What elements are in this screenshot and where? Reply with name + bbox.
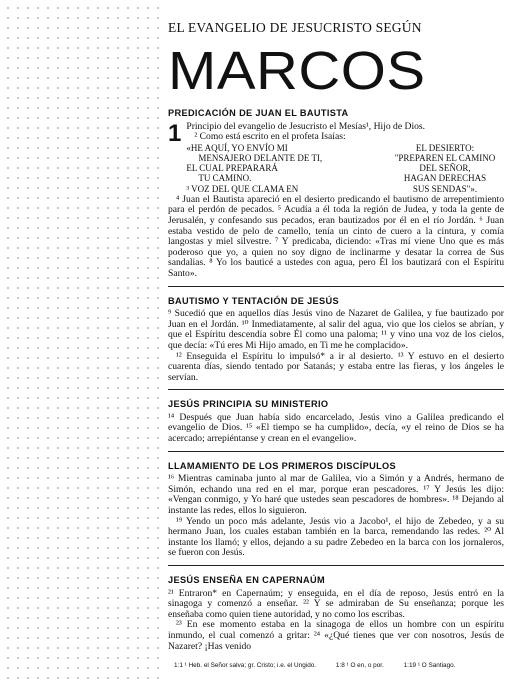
quote-right-column: EL DESIERTO: "PREPAREN EL CAMINO DEL SEÑOR, HAGAN DERECHAS SUS SENDAS"». — [394, 142, 496, 194]
verse-1: 1 Principio del evangelio de Jesucristo el Mesías¹, Hijo de Dios. — [168, 119, 426, 147]
scripture-text — [168, 108, 504, 652]
verses-16-18: ¹⁶ Mientras caminaba junto al mar de Galilea, vio a Simón y a Andrés, hermano de Simón, echando una red en el mar, porque eran pescadores. ¹⁷ Y Jesús les dijo: «Vengan conmigo, y Yo haré que ustedes sean pescadores de hombres». ¹⁸ Dejando al instante las redes, ellos lo siguieron. — [168, 473, 504, 517]
section-heading-llamamiento: LLAMAMIENTO DE LOS PRIMEROS DISCÍPULOS — [168, 460, 397, 471]
verses-23-24: ²³ En ese momento estaba en la sinagoga de ellos un hombre con un espíritu inmundo, el cual comenzó a gritar: ²⁴ «¿Qué tienes que ver con nosotros, Jesús de Nazaret? ¡Has venido — [168, 619, 504, 652]
verses-9-11: ⁹ Sucedió que en aquellos días Jesús vino de Nazaret de Galilea, y fue bautizado por Juan en el Jordán. ¹⁰ Inmediatamente, al salir del agua, vio que los cielos se abrían, y que el Espíritu descendía sobre Él como una paloma; ¹¹ y vino una voz de los cielos, que decía: «Tú eres Mi Hijo amado, en Ti me he complacido». — [168, 308, 504, 351]
footnotes — [174, 662, 474, 669]
section-divider — [168, 451, 504, 452]
quote-left-column: «HE AQUÍ, YO ENVÍO MI MENSAJERO DELANTE DE TI, EL CUAL PREPARARÁ TU CAMINO. ³ VOZ DEL QUE CLAMA EN — [186, 142, 323, 194]
book-eyebrow: EL EVANGELIO DE JESUCRISTO SEGÚN — [168, 20, 422, 35]
section-heading-predicacion: PREDICACIÓN DE JUAN EL BAUTISTA — [168, 108, 349, 118]
isaiah-quote — [186, 143, 504, 194]
verse-2: ² Como está escrito en el profeta Isaías: — [194, 131, 346, 143]
footnote: 1:19 ¹ O Santiago. — [403, 662, 456, 669]
section-heading-ministerio: JESÚS PRINCIPIA SU MINISTERIO — [168, 399, 329, 410]
verses-4-8: ⁴ Juan el Bautista apareció en el desierto predicando el bautismo de arrepentimiento para el perdón de pecados. ⁵ Acudía a él toda la región de Judea, y toda la gente de Jerusalén, y confesando sus pecados, eran bautizados por él en el río Jordán. ⁶ Juan estaba vestido de pelo de camello, tenía un cinto de cuero a la cintura, y comía langostas y miel silvestre. ⁷ Y predicaba, diciendo: «Tras mí viene Uno que es más poderoso que yo, a quien no soy digno de inclinarme y desatar la correa de Sus sandalias. ⁸ Yo los bauticé a ustedes con agua, pero Él los bautizará con el Espíritu Santo». — [168, 193, 504, 279]
section-heading-bautismo: BAUTISMO Y TENTACIÓN DE JESÚS — [168, 295, 339, 306]
section-divider — [168, 389, 504, 390]
footnote: 1:8 ¹ O en, o por. — [335, 662, 384, 669]
notes-margin-dot-grid — [0, 0, 162, 686]
verses-21-22: ²¹ Entraron* en Capernaúm; y enseguida, en el día de reposo, Jesús entró en la sinagoga y comenzó a enseñar. ²² Y se admiraban de Su enseñanza; porque les enseñaba como quien tiene autoridad, y no como los escribas. — [168, 587, 504, 620]
chapter-number: 1 — [168, 119, 182, 147]
section-divider — [168, 286, 504, 287]
footnote: 1:1 ¹ Heb. el Señor salva; gr. Cristo; i.e. el Ungido. — [174, 662, 317, 669]
verses-14-15: ¹⁴ Después que Juan había sido encarcelado, Jesús vino a Galilea predicando el evangelio de Dios. ¹⁵ «El tiempo se ha cumplido», decía, «y el reino de Dios se ha acercado; arrepiéntanse y crean en el evangelio». — [168, 411, 504, 445]
section-divider — [168, 565, 504, 566]
verses-12-13: ¹² Enseguida el Espíritu lo impulsó* a ir al desierto. ¹³ Y estuvo en el desierto cuarenta días, siendo tentado por Satanás; y estaba entre las fieras, y los ángeles le servían. — [168, 350, 504, 383]
verses-19-20: ¹⁹ Yendo un poco más adelante, Jesús vio a Jacobo¹, el hijo de Zebedeo, y a su hermano Juan, los cuales estaban también en la barca, remendando las redes. ²⁰ Al instante los llamó; y ellos, dejando a su padre Zebedeo en la barca con los jornaleros, se fueron con Jesús. — [168, 515, 504, 559]
book-title: MARCOS — [168, 41, 426, 102]
section-heading-capernaum: JESÚS ENSEÑA EN CAPERNAÚM — [168, 575, 325, 586]
